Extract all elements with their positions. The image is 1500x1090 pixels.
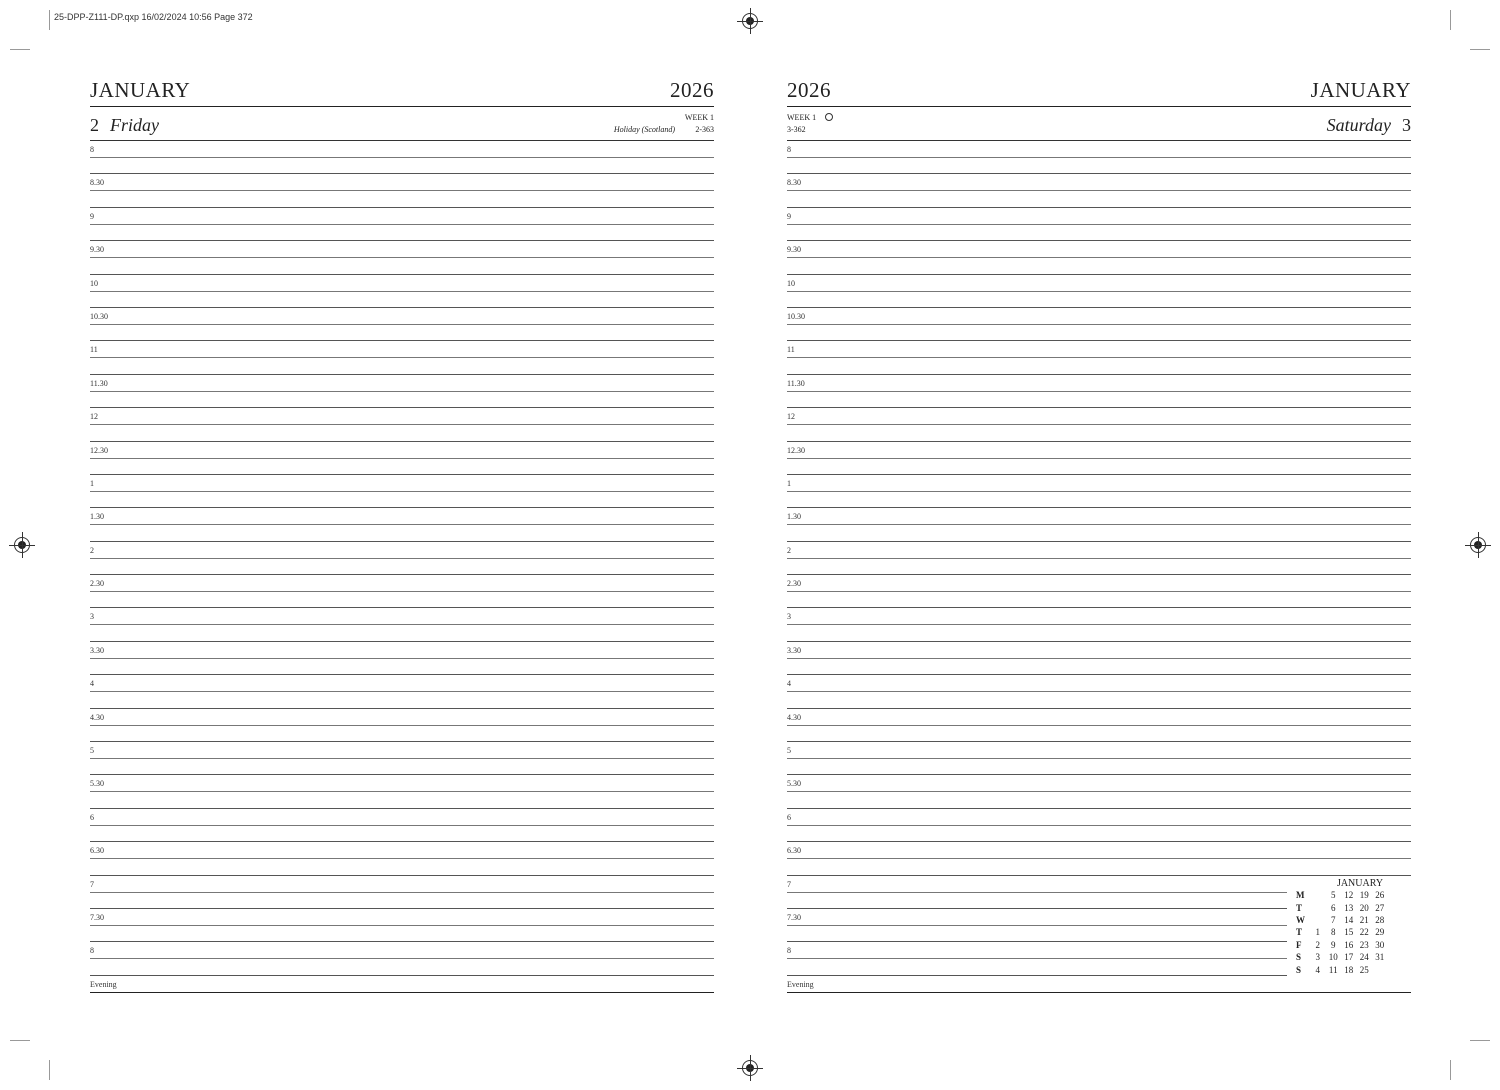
time-label: 9 [787,211,791,221]
crop-mark [10,1040,30,1041]
weekday-letter: M [1296,890,1305,901]
mini-calendar-row [1296,963,1388,975]
time-label: 4 [787,679,791,689]
time-slot[interactable] [90,809,714,842]
time-slot[interactable] [787,675,1411,708]
time-label: 9.30 [787,245,801,255]
time-slot[interactable] [787,709,1411,742]
calendar-date: 20 [1359,902,1369,913]
crop-mark [1450,1060,1451,1080]
time-label: 1 [787,478,791,488]
time-label: 3 [90,612,94,622]
calendar-date: 14 [1344,914,1354,925]
time-slot[interactable] [787,475,1411,508]
time-slot[interactable] [787,241,1411,274]
time-slot[interactable] [90,642,714,675]
time-slot[interactable] [787,375,1411,408]
evening-label: Evening [90,980,117,989]
moon-phase-icon [825,113,833,121]
time-label: 11 [787,345,795,355]
time-slot[interactable] [90,141,714,174]
time-label: 8 [787,145,791,154]
evening-label: Evening [787,980,814,989]
day-of-year: 3-362 [787,125,806,134]
time-slot[interactable] [787,442,1411,475]
time-slot[interactable] [787,775,1411,808]
time-slot[interactable] [787,308,1411,341]
evening-slot[interactable] [90,976,714,993]
time-label: 12.30 [787,445,805,455]
weekday-letter: S [1296,952,1302,963]
time-label: 7.30 [90,912,104,922]
holiday-label: Holiday (Scotland) [613,125,675,134]
year-title: 2026 [670,78,714,102]
time-label: 12.30 [90,445,108,455]
time-label: 2 [787,545,791,555]
calendar-date: 17 [1344,952,1354,963]
time-slot[interactable] [787,942,1287,975]
time-label: 7 [787,879,791,889]
calendar-date: 5 [1331,890,1336,901]
time-slot[interactable] [787,275,1411,308]
time-slot[interactable] [90,341,714,374]
time-label: 7.30 [787,912,801,922]
time-label: 6 [90,812,94,822]
calendar-date [1310,889,1326,901]
time-slot[interactable] [90,909,714,942]
time-slot[interactable] [90,475,714,508]
time-slot[interactable] [90,542,714,575]
time-label: 10 [787,278,795,288]
time-label: 1.30 [787,512,801,522]
time-label: 6.30 [90,846,104,856]
crop-mark [1470,49,1490,50]
time-slots [90,141,714,976]
time-slot[interactable] [787,542,1411,575]
time-label: 9 [90,211,94,221]
mini-calendar [1296,878,1410,976]
time-label: 8 [787,946,791,956]
crop-mark [10,49,30,50]
time-label: 3.30 [787,645,801,655]
time-slot[interactable] [787,141,1411,174]
day-number: 2 [90,115,99,135]
time-slot[interactable] [787,575,1411,608]
calendar-date: 25 [1359,964,1369,975]
print-slug: 25-DPP-Z111-DP.qxp 16/02/2024 10:56 Page 372 [54,12,253,22]
calendar-date: 28 [1375,914,1385,925]
mini-calendar-title: JANUARY [1336,878,1384,889]
calendar-date: 19 [1359,890,1369,901]
registration-line [22,532,23,558]
time-label: 12 [90,412,98,422]
time-slot[interactable] [787,909,1287,942]
crop-mark [1470,1040,1490,1041]
time-slot[interactable] [787,174,1411,207]
weekday-letter: F [1296,939,1302,950]
time-slot[interactable] [90,275,714,308]
calendar-date: 22 [1359,927,1369,938]
mini-calendar-row [1296,939,1388,951]
calendar-date: 9 [1331,939,1336,950]
time-label: 3 [787,612,791,622]
time-label: 10.30 [787,311,805,321]
time-slots [787,141,1411,976]
time-label: 8.30 [90,178,104,188]
calendar-date: 10 [1328,952,1338,963]
calendar-date: 2 [1315,939,1320,950]
time-slot[interactable] [90,608,714,641]
time-label: 7 [90,879,94,889]
time-label: 1.30 [90,512,104,522]
time-label: 4.30 [787,712,801,722]
time-slot[interactable] [90,408,714,441]
time-slot[interactable] [90,308,714,341]
page-header [90,78,714,107]
registration-line [750,1055,751,1081]
mini-calendar-grid [1296,889,1388,976]
time-label: 8 [90,145,94,154]
calendar-date [1310,901,1326,913]
time-slot[interactable] [90,675,714,708]
registration-line [750,8,751,34]
calendar-date: 7 [1331,914,1336,925]
day-heading [787,108,1411,141]
month-title: JANUARY [90,78,191,102]
time-slot[interactable] [90,375,714,408]
time-label: 11.30 [787,378,805,388]
time-label: 8 [90,946,94,956]
calendar-date: 30 [1375,939,1385,950]
mini-calendar-row [1296,951,1388,963]
weekday-letter: S [1296,964,1302,975]
mini-calendar-row [1296,926,1388,938]
time-label: 2.30 [90,579,104,589]
calendar-date: 13 [1344,902,1354,913]
time-slot[interactable] [90,876,714,909]
weekday-letter: T [1296,927,1303,938]
time-slot[interactable] [787,508,1411,541]
time-slot[interactable] [787,341,1411,374]
calendar-date [1372,963,1388,975]
time-label: 6 [787,812,791,822]
calendar-date: 3 [1315,952,1320,963]
month-title: JANUARY [1310,78,1411,102]
time-label: 6.30 [787,846,801,856]
time-slot[interactable] [787,809,1411,842]
time-slot[interactable] [90,442,714,475]
mini-calendar-row [1296,901,1388,913]
time-label: 2 [90,545,94,555]
time-label: 12 [787,412,795,422]
time-label: 2.30 [787,579,801,589]
day-heading [90,108,714,141]
time-slot[interactable] [90,174,714,207]
weekday-letter: W [1296,914,1305,925]
registration-line [1478,532,1479,558]
calendar-date: 6 [1331,902,1336,913]
time-slot[interactable] [787,742,1411,775]
page-header [787,78,1411,107]
time-label: 5 [787,746,791,756]
calendar-date: 31 [1375,952,1385,963]
time-slot[interactable] [90,508,714,541]
calendar-date: 8 [1331,927,1336,938]
calendar-date: 1 [1315,927,1320,938]
week-label: WEEK 1 [787,113,817,122]
time-slot[interactable] [90,742,714,775]
calendar-date: 18 [1344,964,1354,975]
time-slot[interactable] [787,876,1287,909]
time-label: 9.30 [90,245,104,255]
crop-mark [49,10,50,30]
calendar-date: 4 [1315,964,1320,975]
time-label: 4 [90,679,94,689]
time-slot[interactable] [90,241,714,274]
calendar-date: 29 [1375,927,1385,938]
day-number: 3 [1402,115,1411,135]
day-of-year: 2-363 [695,125,714,134]
calendar-date: 12 [1344,890,1354,901]
time-slot[interactable] [787,208,1411,241]
weekday-letter: T [1296,902,1303,913]
time-slot[interactable] [787,408,1411,441]
calendar-date: 11 [1328,964,1338,975]
time-label: 4.30 [90,712,104,722]
day-name: Saturday [1326,115,1391,135]
time-label: 3.30 [90,645,104,655]
day-name: Friday [110,115,159,135]
crop-mark [49,1060,50,1080]
time-label: 8.30 [787,178,801,188]
time-label: 11 [90,345,98,355]
time-label: 5.30 [90,779,104,789]
calendar-date: 15 [1344,927,1354,938]
time-slot[interactable] [787,608,1411,641]
time-label: 1 [90,478,94,488]
mini-calendar-row [1296,889,1388,901]
calendar-date: 24 [1359,952,1369,963]
time-label: 10 [90,278,98,288]
time-slot[interactable] [90,942,714,975]
mini-calendar-row [1296,914,1388,926]
calendar-date: 26 [1375,890,1385,901]
calendar-date: 16 [1344,939,1354,950]
week-label: WEEK 1 [684,113,714,122]
time-slot[interactable] [90,709,714,742]
year-title: 2026 [787,78,831,102]
calendar-date [1310,914,1326,926]
time-label: 5 [90,746,94,756]
time-label: 11.30 [90,378,108,388]
time-slot[interactable] [90,208,714,241]
time-slot[interactable] [90,775,714,808]
time-slot[interactable] [787,842,1411,875]
time-slot[interactable] [90,842,714,875]
time-label: 5.30 [787,779,801,789]
time-label: 10.30 [90,311,108,321]
evening-slot[interactable] [787,976,1411,993]
time-slot[interactable] [787,642,1411,675]
calendar-date: 27 [1375,902,1385,913]
time-slot[interactable] [90,575,714,608]
calendar-date: 23 [1359,939,1369,950]
crop-mark [1450,10,1451,30]
calendar-date: 21 [1359,914,1369,925]
